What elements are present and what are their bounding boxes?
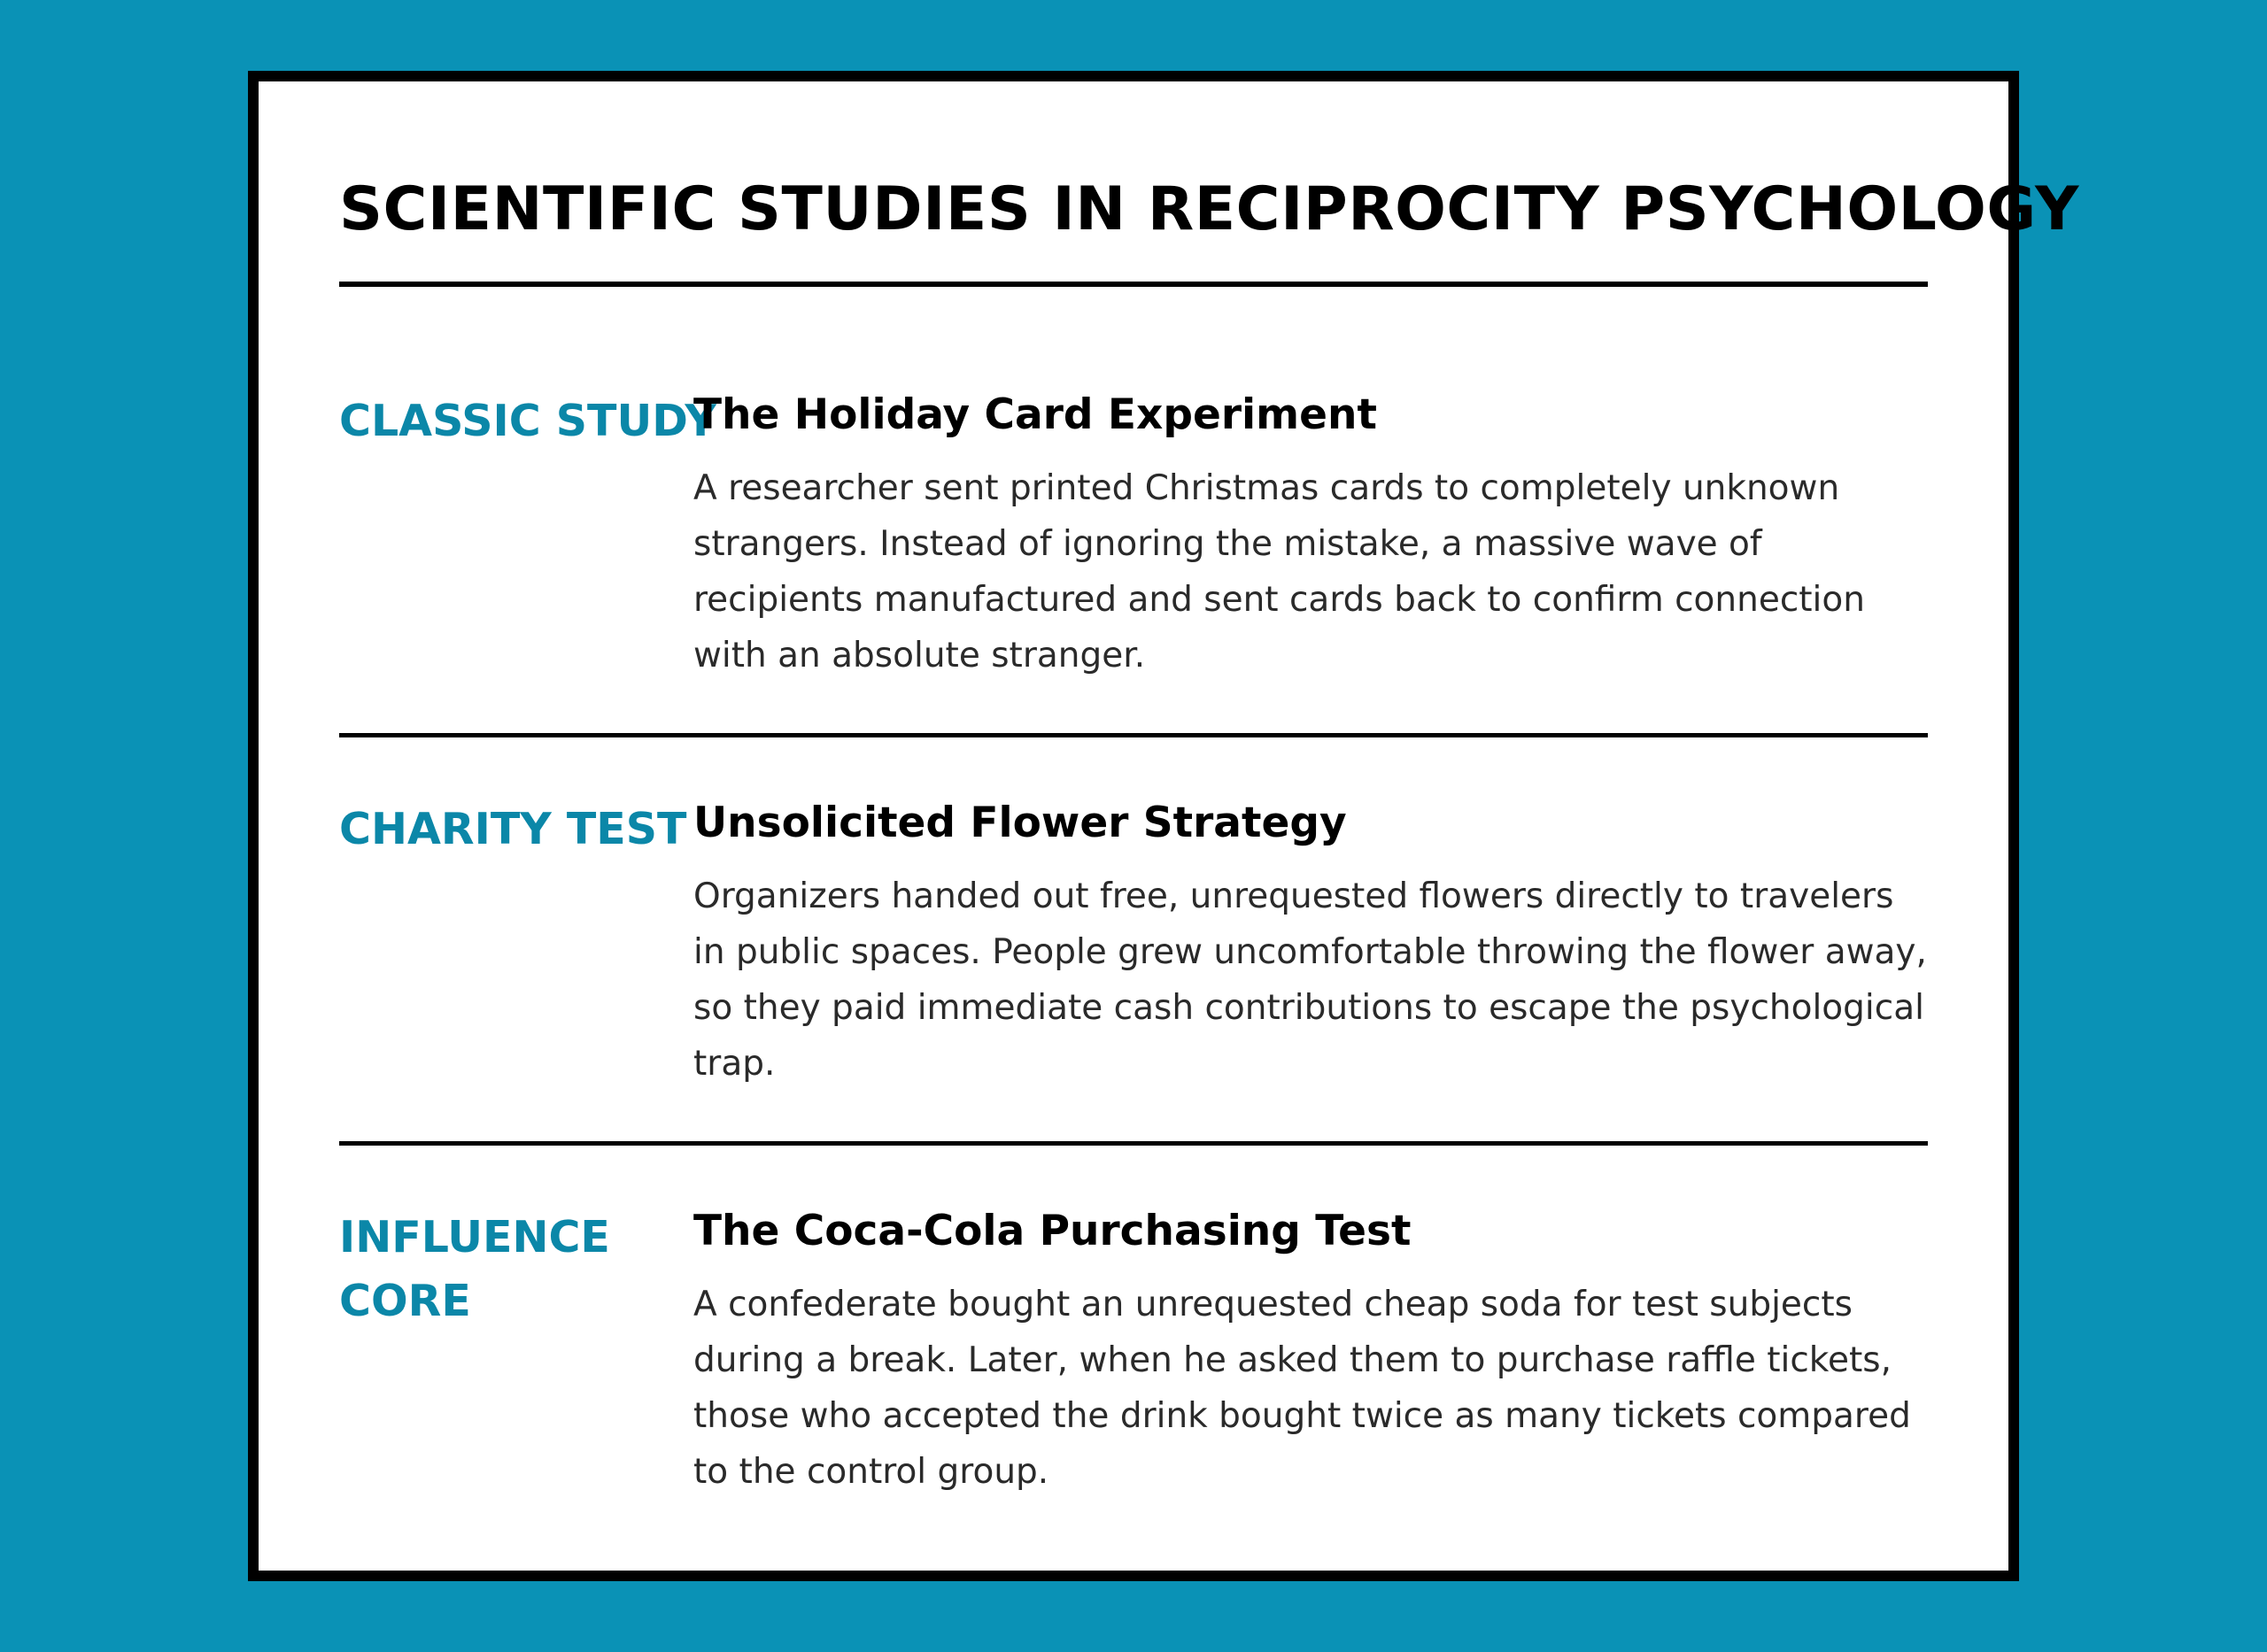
page-title: SCIENTIFIC STUDIES IN RECIPROCITY PSYCHOLOGY bbox=[339, 174, 2079, 244]
study-content bbox=[693, 794, 1928, 1092]
study-heading: Unsolicited Flower Strategy bbox=[693, 798, 1347, 847]
study-category-label: INFLUENCE CORE bbox=[339, 1211, 610, 1326]
study-description: A researcher sent printed Christmas cards to completely unknown strangers. Instead of ignoring the mistake, a massive wave of recipients manufactured and sent cards back to confirm connection with an absolute stranger. bbox=[693, 467, 1865, 675]
study-heading: The Holiday Card Experiment bbox=[693, 390, 1377, 439]
study-holiday-card bbox=[339, 287, 1928, 683]
study-unsolicited-flower bbox=[339, 737, 1928, 1092]
study-category-label: CLASSIC STUDY bbox=[339, 395, 716, 446]
study-coca-cola bbox=[339, 1146, 1928, 1500]
study-heading: The Coca-Cola Purchasing Test bbox=[693, 1206, 1412, 1255]
studies-card bbox=[248, 71, 2079, 1581]
study-category-label: CHARITY TEST bbox=[339, 803, 687, 854]
study-content bbox=[693, 386, 1928, 683]
study-description: Organizers handed out free, unrequested flowers directly to travelers in public spaces. People grew uncomfortable throwing the flower away, so they paid immediate cash contributions to escape the psychological trap. bbox=[693, 876, 1927, 1084]
study-description: A confederate bought an unrequested cheap soda for test subjects during a break. Later, when he asked them to purchase raffle tickets, those who accepted the drink bought twice as many tickets compared to the control group. bbox=[693, 1284, 1911, 1492]
study-content bbox=[693, 1202, 1928, 1500]
